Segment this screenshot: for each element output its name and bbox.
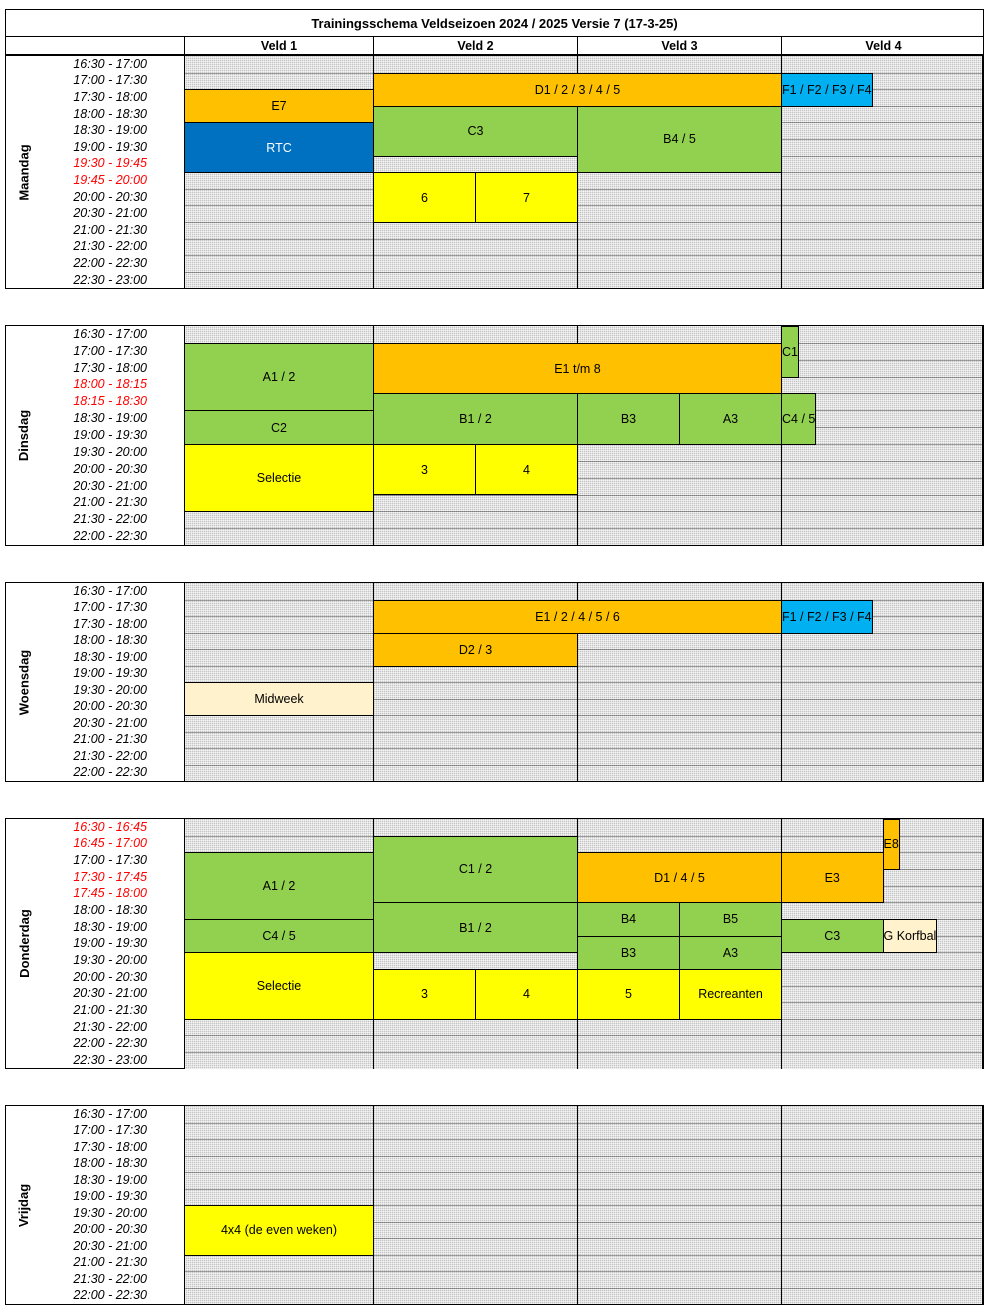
time-slot-label: 17:00 - 17:30: [73, 1123, 147, 1138]
row-divider: [184, 205, 984, 206]
training-block-label: D1 / 4 / 5: [654, 870, 705, 885]
training-block[interactable]: [184, 1205, 374, 1256]
training-block-label: A3: [722, 945, 739, 960]
time-slot-label: 19:00 - 19:30: [73, 428, 147, 443]
time-slot-label: 18:30 - 19:00: [73, 1172, 147, 1187]
time-slot-label: 18:30 - 19:00: [73, 649, 147, 664]
time-slot-label: 18:00 - 18:30: [73, 1156, 147, 1171]
training-block-label: A1 / 2: [262, 370, 296, 385]
training-block-label: C2: [271, 420, 287, 435]
time-slot-label: 20:00 - 20:30: [73, 189, 147, 204]
time-slot-label: 17:00 - 17:30: [73, 73, 147, 88]
training-block[interactable]: [373, 343, 782, 395]
row-divider: [184, 1123, 984, 1124]
time-slot-label: 20:00 - 20:30: [73, 1222, 147, 1237]
time-slot-label: 17:00 - 17:30: [73, 600, 147, 615]
training-block-label: E7: [271, 99, 287, 114]
row-divider: [184, 732, 984, 733]
training-block[interactable]: [373, 106, 578, 157]
training-block-label: D2 / 3: [458, 642, 493, 657]
time-slot-label: 18:00 - 18:30: [73, 903, 147, 918]
training-block-label: C3: [824, 929, 841, 944]
training-block[interactable]: [577, 969, 680, 1020]
training-block-label: Selectie: [256, 978, 302, 993]
training-block[interactable]: [184, 343, 374, 411]
training-block[interactable]: [184, 919, 374, 953]
time-slot-label: 20:30 - 21:00: [73, 478, 147, 493]
time-slot-label: 17:00 - 17:30: [73, 853, 147, 868]
time-slot-label: 17:00 - 17:30: [73, 343, 147, 358]
training-block-label: B1 / 2: [459, 920, 492, 935]
training-block[interactable]: [577, 852, 782, 903]
training-block-label: A3: [722, 412, 739, 427]
row-divider: [184, 1271, 984, 1272]
time-slot-label: 21:30 - 22:00: [73, 512, 147, 527]
time-slot-label: 19:30 - 20:00: [73, 682, 147, 697]
training-block[interactable]: [883, 919, 938, 953]
time-slot-label: 16:30 - 16:45: [73, 819, 147, 834]
row-divider: [184, 748, 984, 749]
time-slot-label: 18:30 - 19:00: [73, 919, 147, 934]
time-slot-label: 19:45 - 20:00: [73, 173, 147, 187]
time-slot-label: 22:00 - 22:30: [73, 1036, 147, 1051]
training-block-label: B5: [722, 912, 739, 927]
row-divider: [184, 1156, 984, 1157]
time-slot-label: 19:30 - 20:00: [73, 1205, 147, 1220]
time-slot-label: 22:30 - 23:00: [73, 272, 147, 287]
time-slot-label: 16:45 - 17:00: [73, 836, 147, 851]
row-divider: [184, 1052, 984, 1053]
time-slot-label: 21:00 - 21:30: [73, 1255, 147, 1270]
time-slot-label: 22:00 - 22:30: [73, 1288, 147, 1303]
time-slot-label: 21:30 - 22:00: [73, 239, 147, 254]
training-block-label: 3: [421, 987, 428, 1002]
day-name-text: Dinsdag: [16, 409, 32, 462]
training-block[interactable]: [475, 444, 578, 496]
training-block[interactable]: [883, 819, 900, 870]
time-slot-label: 21:00 - 21:30: [73, 1002, 147, 1017]
time-slot-label: 20:00 - 20:30: [73, 699, 147, 714]
training-block-label: B1 / 2: [459, 412, 492, 427]
row-divider: [184, 222, 984, 223]
training-block-label: Selectie: [256, 471, 302, 486]
day-name-text: Vrijdag: [16, 1183, 32, 1227]
time-slot-label: 16:30 - 17:00: [73, 326, 147, 341]
time-slot-label: 19:30 - 20:00: [73, 444, 147, 459]
training-block-label: 3: [421, 462, 428, 477]
row-divider: [184, 649, 984, 650]
header-corner: [6, 37, 185, 54]
training-block-label: 6: [421, 190, 428, 205]
day-name-text: Maandag: [16, 144, 32, 201]
row-divider: [184, 528, 984, 529]
row-divider: [184, 1189, 984, 1190]
time-slot-label: 17:45 - 18:00: [73, 886, 147, 901]
row-divider: [184, 1288, 984, 1289]
time-slot-label: 22:00 - 22:30: [73, 529, 147, 544]
time-slot-label: 22:30 - 23:00: [73, 1052, 147, 1067]
training-block[interactable]: [781, 600, 873, 634]
time-slot-label: 19:30 - 19:45: [73, 156, 147, 171]
training-block[interactable]: [781, 73, 873, 107]
training-block[interactable]: [373, 969, 476, 1020]
time-slot-label: 16:30 - 17:00: [73, 583, 147, 598]
training-block-label: Midweek: [254, 692, 304, 706]
training-block-label: Recreanten: [698, 987, 763, 1002]
training-block-label: 5: [625, 987, 632, 1002]
time-slot-label: 18:00 - 18:15: [73, 377, 147, 392]
training-block-label: RTC: [266, 140, 292, 155]
training-block-label: 7: [523, 190, 530, 205]
training-block[interactable]: [577, 902, 680, 936]
training-block[interactable]: [781, 393, 816, 445]
training-block[interactable]: [373, 633, 578, 667]
training-block-label: E1 t/m 8: [554, 361, 601, 376]
time-slot-label: 17:30 - 18:00: [73, 1139, 147, 1154]
time-slot-label: 20:30 - 21:00: [73, 1238, 147, 1253]
training-block[interactable]: [184, 444, 374, 512]
time-slot-label: 19:00 - 19:30: [73, 139, 147, 154]
training-block-label: B3: [620, 945, 637, 960]
field-header-veld-4: Veld 4: [865, 38, 902, 53]
training-block-label: A1 / 2: [262, 879, 296, 894]
time-slot-label: 20:30 - 21:00: [73, 986, 147, 1001]
row-divider: [184, 1139, 984, 1140]
time-slot-label: 20:00 - 20:30: [73, 969, 147, 984]
training-block-label: F1 / F2 / F3 / F4: [782, 609, 872, 624]
training-block[interactable]: [781, 852, 884, 903]
time-slot-label: 21:00 - 21:30: [73, 732, 147, 747]
time-slot-label: 19:00 - 19:30: [73, 666, 147, 681]
time-slot-label: 21:00 - 21:30: [73, 495, 147, 510]
training-block[interactable]: [679, 969, 782, 1020]
time-slot-label: 19:00 - 19:30: [73, 936, 147, 951]
training-block-label: B4: [620, 912, 637, 927]
training-block-label: 4: [523, 462, 530, 477]
time-slot-label: 20:30 - 21:00: [73, 206, 147, 221]
time-slot-label: 21:00 - 21:30: [73, 222, 147, 237]
training-block[interactable]: [781, 919, 884, 953]
training-block[interactable]: [184, 410, 374, 445]
training-block-label: 4x4 (de even weken): [220, 1223, 338, 1238]
time-slot-label: 17:30 - 18:00: [73, 90, 147, 104]
time-slot-label: 18:15 - 18:30: [73, 394, 147, 409]
training-block[interactable]: [577, 393, 680, 445]
row-divider: [184, 666, 984, 667]
time-slot-label: 21:30 - 22:00: [73, 748, 147, 763]
time-slot-label: 22:00 - 22:30: [73, 256, 147, 270]
field-header-veld-1: Veld 1: [185, 37, 374, 54]
training-block[interactable]: [577, 936, 680, 970]
training-block-label: G Korfbal: [883, 929, 937, 944]
training-block-label: F1 / F2 / F3 / F4: [782, 82, 872, 97]
training-block-label: E8: [883, 837, 899, 852]
time-slot-label: 22:00 - 22:30: [73, 765, 147, 780]
time-slot-label: 19:00 - 19:30: [73, 1189, 147, 1204]
row-divider: [184, 1172, 984, 1173]
time-slot-label: 18:00 - 18:30: [73, 633, 147, 648]
training-block[interactable]: [679, 393, 782, 445]
time-slot-label: 20:30 - 21:00: [73, 715, 147, 730]
time-slot-label: 18:00 - 18:30: [73, 106, 147, 121]
time-slot-label: 18:30 - 19:00: [73, 123, 147, 138]
row-divider: [184, 765, 984, 766]
row-divider: [184, 1035, 984, 1036]
training-block[interactable]: [373, 600, 782, 634]
training-block-label: C1: [782, 344, 798, 359]
day-name-text: Woensdag: [16, 649, 32, 715]
training-block[interactable]: [679, 936, 782, 970]
time-slot-label: 17:30 - 18:00: [73, 360, 147, 375]
schedule-title: Trainingsschema Veldseizoen 2024 / 2025 Versie 7 (17-3-25): [5, 9, 984, 37]
time-slot-label: 17:30 - 18:00: [73, 616, 147, 631]
training-block-label: B3: [620, 412, 637, 427]
training-block[interactable]: [184, 952, 374, 1020]
row-divider: [184, 272, 984, 273]
training-block-label: C4 / 5: [262, 929, 296, 944]
time-slot-label: 19:30 - 20:00: [73, 953, 147, 968]
training-block[interactable]: [373, 73, 782, 107]
time-slot-label: 16:30 - 17:00: [73, 56, 147, 71]
training-block-label: D1 / 2 / 3 / 4 / 5: [534, 82, 621, 97]
time-slot-label: 21:30 - 22:00: [73, 1019, 147, 1034]
training-block[interactable]: [373, 836, 578, 904]
training-block-label: E3: [824, 870, 840, 885]
training-block[interactable]: [373, 393, 578, 445]
field-header-veld-3: Veld 3: [578, 37, 782, 54]
row-divider: [184, 836, 984, 837]
field-header-row: [5, 37, 984, 55]
training-block[interactable]: [577, 106, 782, 173]
training-block[interactable]: [184, 89, 374, 123]
training-block[interactable]: [184, 852, 374, 920]
training-block-label: E1 / 2 / 4 / 5 / 6: [535, 609, 620, 624]
training-block-label: C4 / 5: [782, 412, 816, 427]
day-name-text: Donderdag: [16, 909, 32, 979]
training-block-label: C1 / 2: [458, 862, 493, 877]
row-divider: [184, 239, 984, 240]
row-divider: [184, 255, 984, 256]
time-slot-label: 21:30 - 22:00: [73, 1271, 147, 1286]
training-block[interactable]: [781, 326, 799, 378]
training-block[interactable]: [184, 122, 374, 173]
training-block-label: B4 / 5: [663, 132, 696, 147]
training-block[interactable]: [184, 682, 374, 716]
training-block-label: 4: [523, 987, 530, 1002]
row-divider: [184, 189, 984, 190]
time-slot-label: 18:30 - 19:00: [73, 411, 147, 426]
training-block[interactable]: [373, 172, 476, 223]
training-block[interactable]: [475, 172, 578, 223]
time-slot-label: 17:30 - 17:45: [73, 869, 147, 884]
training-block[interactable]: [373, 902, 578, 953]
time-slot-label: 16:30 - 17:00: [73, 1106, 147, 1121]
training-block[interactable]: [679, 902, 782, 936]
training-block[interactable]: [373, 444, 476, 496]
training-block[interactable]: [475, 969, 578, 1020]
field-header-veld-2: Veld 2: [374, 37, 578, 54]
time-slot-label: 20:00 - 20:30: [73, 461, 147, 476]
training-block-label: C3: [467, 124, 484, 139]
